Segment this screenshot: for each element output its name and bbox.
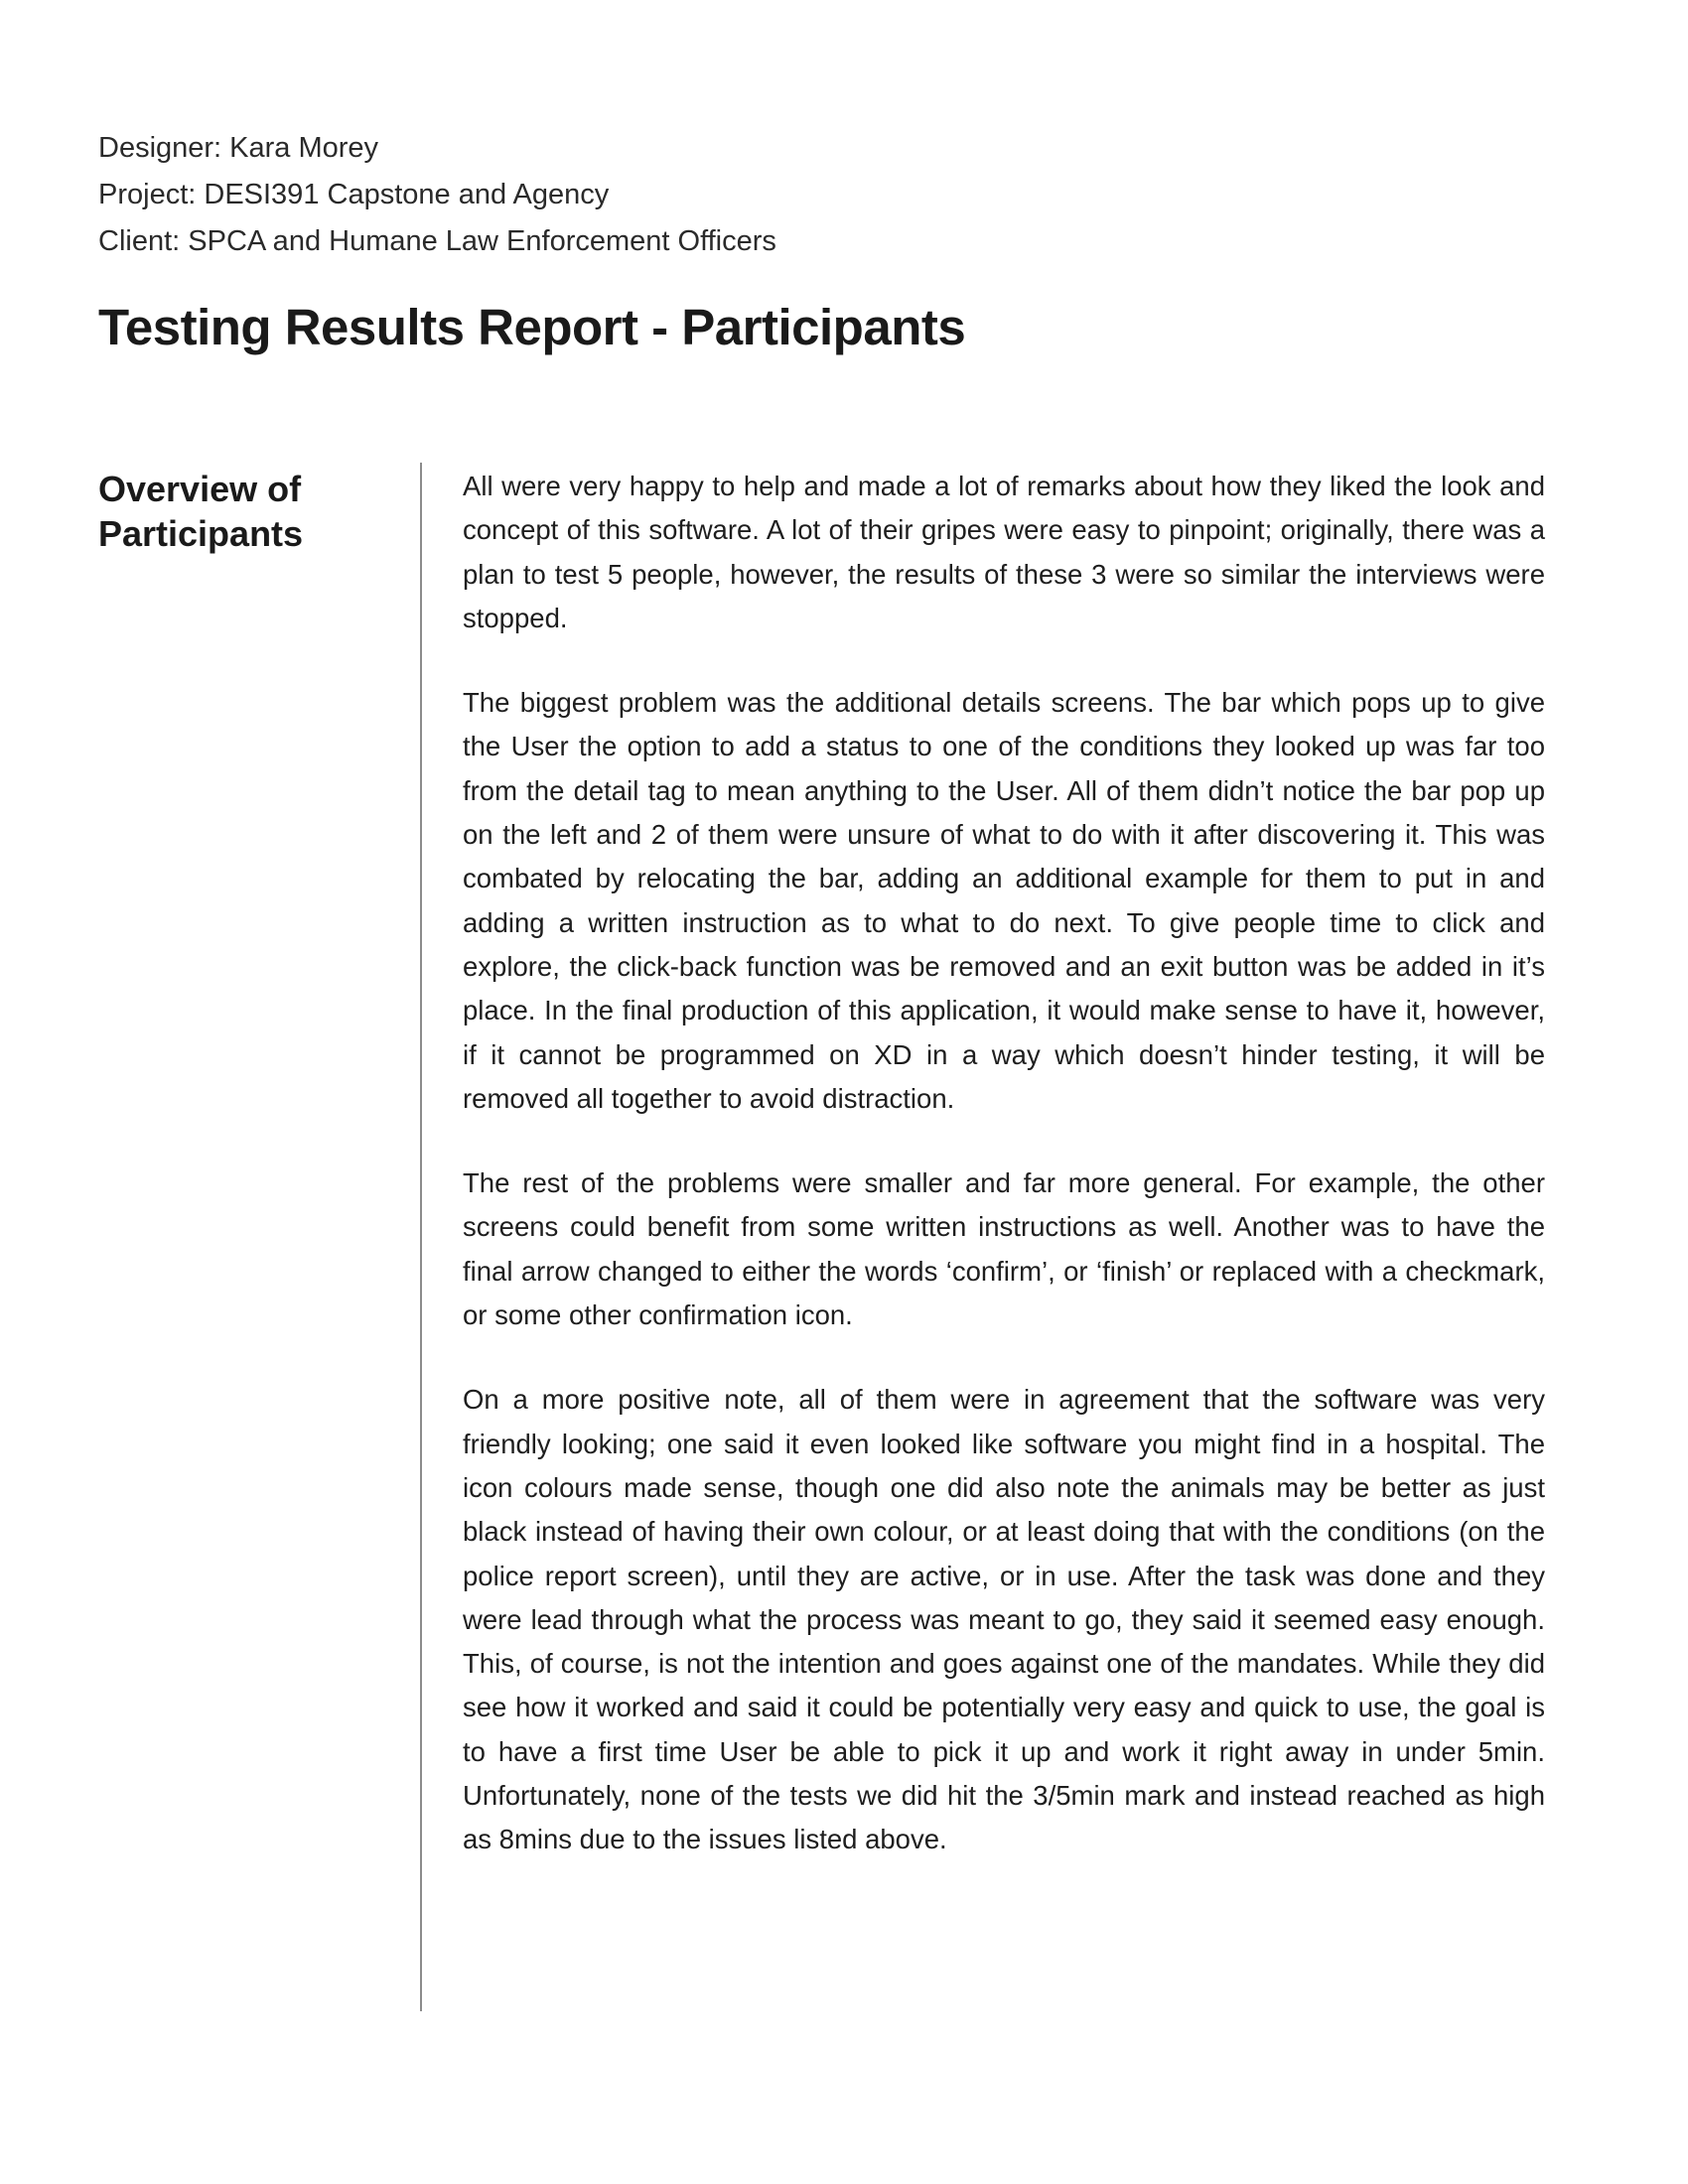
document-header bbox=[98, 125, 1191, 265]
paragraph-4: On a more positive note, all of them were in agreement that the software was very friendly looking; one said it even looked like software you might find in a hospital. The icon colours made sense, though one did also note the animals may be better as just black instead of having their own colour, or at least doing that with the conditions (on the police report screen), until they are active, or in use. After the task was done and they were lead through what the process was meant to go, they said it seemed easy enough. This, of course, is not the intention and goes against one of the mandates. While they did see how it worked and said it could be potentially very easy and quick to use, the goal is to have a first time User be able to pick it up and work it right away in under 5min. Unfortunately, none of the tests we did hit the 3/5min mark and instead reached as high as 8mins due to the issues listed above. bbox=[463, 1384, 1545, 1855]
page-title: Testing Results Report - Participants bbox=[98, 299, 966, 355]
designer-line: Designer: Kara Morey bbox=[98, 132, 379, 164]
project-line: Project: DESI391 Capstone and Agency bbox=[98, 179, 610, 210]
client-line: Client: SPCA and Humane Law Enforcement Officers bbox=[98, 225, 776, 257]
paragraph-2: The biggest problem was the additional details screens. The bar which pops up to give the User the option to add a status to one of the conditions they looked up was far too from the detail tag to mean anything to the User. All of them didn’t notice the bar pop up on the left and 2 of them were unsure of what to do with it after discovering it. This was combated by relocating the bar, adding an additional example for them to put in and adding a written instruction as to what to do next. To give people time to click and explore, the click-back function was be removed and an exit button was be added in it’s place. In the final production of this application, it would make sense to have it, however, if it cannot be programmed on XD in a way which doesn’t hinder testing, it will be removed all together to avoid distraction. bbox=[463, 687, 1545, 1114]
paragraph-3: The rest of the problems were smaller and far more general. For example, the other screens could benefit from some written instructions as well. Another was to have the final arrow changed to either the words ‘confirm’, or ‘finish’ or replaced with a checkmark, or some other confirmation icon. bbox=[463, 1167, 1545, 1331]
section-body bbox=[463, 465, 1545, 1903]
section-heading: Overview of Participants bbox=[98, 469, 304, 554]
section-divider bbox=[420, 463, 422, 2011]
paragraph-1: All were very happy to help and made a lot of remarks about how they liked the look and concept of this software. A lot of their gripes were easy to pinpoint; originally, there was a plan to test 5 people, however, the results of these 3 were so similar the interviews were stopped. bbox=[463, 471, 1545, 633]
